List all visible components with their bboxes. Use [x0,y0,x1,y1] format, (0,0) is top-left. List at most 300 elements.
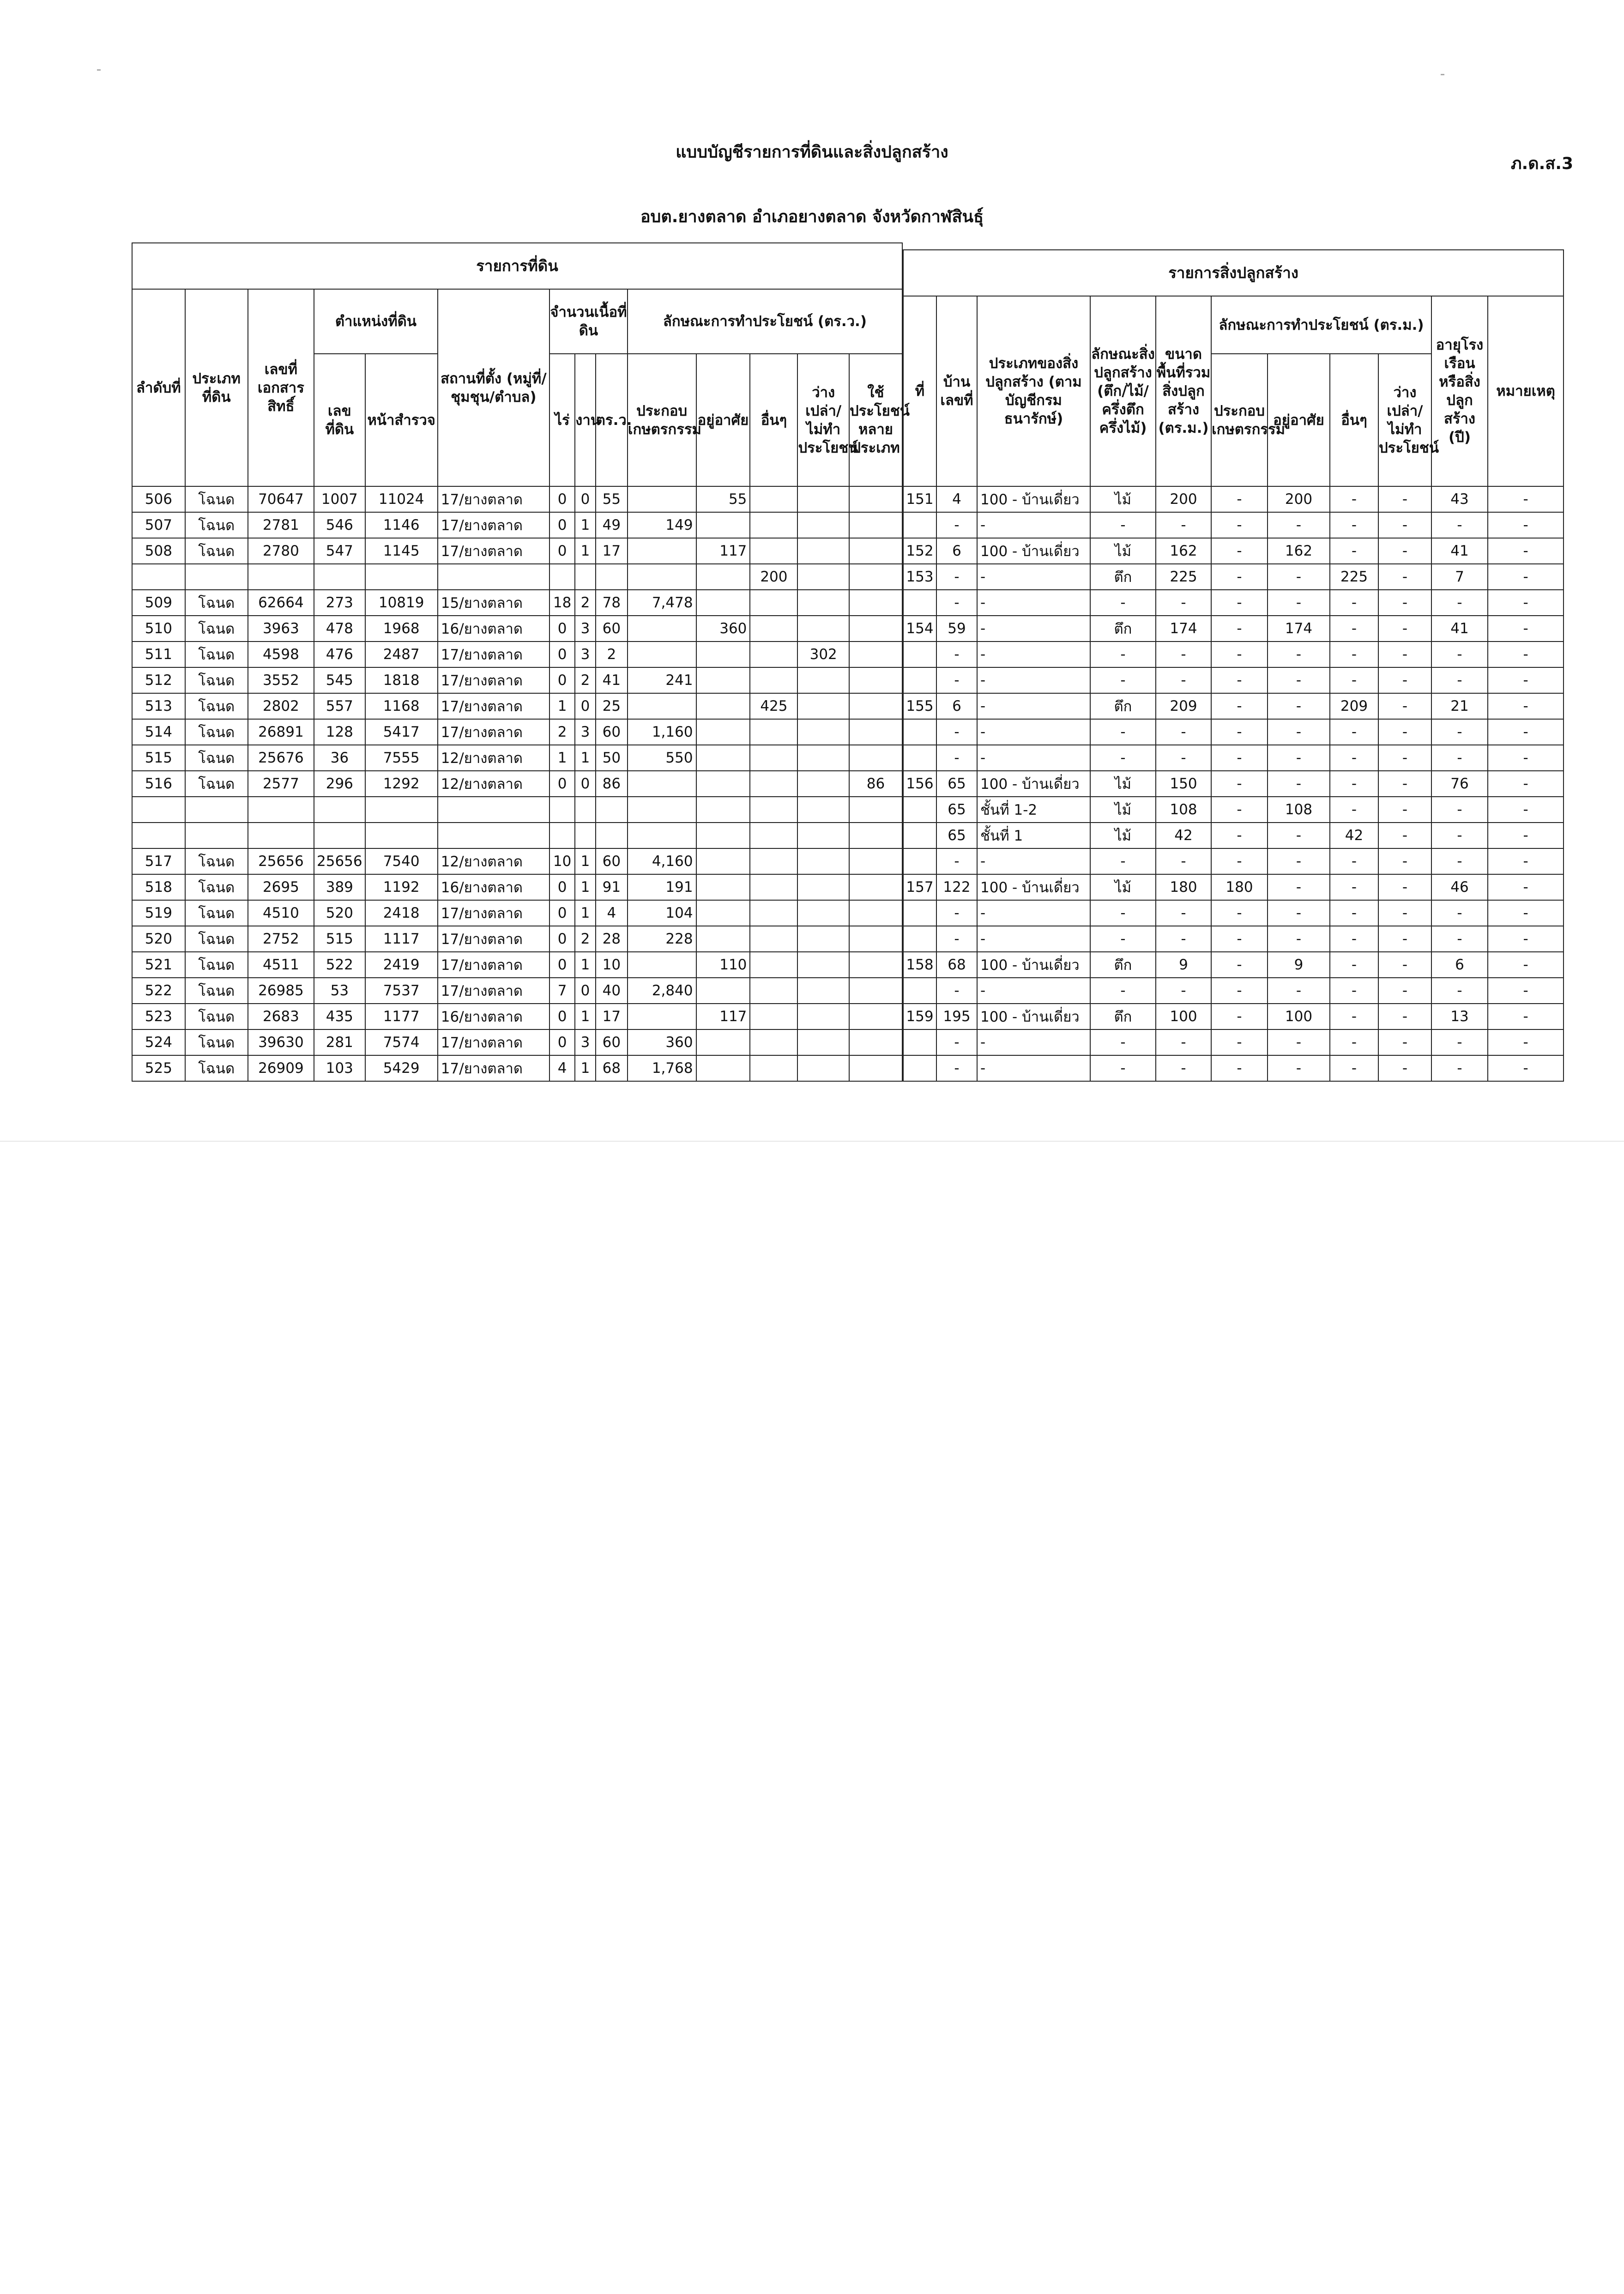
land-cell-vacant [797,745,849,771]
land-cell-vacant [797,1029,849,1055]
land-cell-wa: 60 [596,616,628,642]
building-cell-size: 225 [1156,564,1211,590]
building-cell-vacant: - [1378,667,1431,693]
building-cell-other: - [1330,900,1378,926]
building-cell-other: - [1330,978,1378,1004]
header-land-type: ประเภทที่ดิน [185,289,248,486]
building-cell-age: 21 [1431,693,1488,719]
land-cell-location: 17/ยางตลาด [438,667,549,693]
land-cell-other: 200 [750,564,797,590]
building-cell-no [903,590,936,616]
land-row [132,926,902,952]
land-cell-wa [596,823,628,848]
land-cell-ngan: 1 [575,952,596,978]
building-cell-size: - [1156,926,1211,952]
building-cell-vacant: - [1378,771,1431,797]
building-cell-type: 100 - บ้านเดี่ยว [977,874,1090,900]
building-cell-remark: - [1488,797,1564,823]
header-rai: ไร่ [549,354,575,486]
building-cell-agri: - [1211,745,1268,771]
land-cell-other [750,1055,797,1081]
building-cell-type: - [977,693,1090,719]
land-row [132,1055,902,1081]
building-cell-size: - [1156,1029,1211,1055]
land-cell-seq: 508 [132,538,185,564]
land-cell-seq: 520 [132,926,185,952]
building-cell-vacant: - [1378,952,1431,978]
land-row [132,745,902,771]
land-cell-location: 17/ยางตลาด [438,978,549,1004]
building-cell-no [903,848,936,874]
scan-speck [1441,74,1444,75]
land-cell-parcel-no: 25656 [314,848,365,874]
header-other: อื่นๆ [750,354,797,486]
land-row [132,642,902,667]
land-cell-wa: 60 [596,1029,628,1055]
building-cell-age: 7 [1431,564,1488,590]
land-cell-rai: 0 [549,667,575,693]
land-cell-land-type: โฉนด [185,486,248,512]
building-row [903,745,1564,771]
land-cell-doc-no: 3552 [248,667,314,693]
building-row [903,848,1564,874]
building-row [903,978,1564,1004]
land-row [132,823,902,848]
land-cell-survey-page: 1292 [365,771,438,797]
building-cell-size: - [1156,590,1211,616]
land-cell-wa: 17 [596,538,628,564]
land-cell-land-type: โฉนด [185,1029,248,1055]
building-cell-no: 156 [903,771,936,797]
header-building-type: ประเภทของสิ่งปลูกสร้าง (ตามบัญชีกรมธนารักษ์) [977,296,1090,486]
building-cell-resid: - [1268,667,1330,693]
building-cell-house-no: - [936,900,977,926]
land-cell-rai: 0 [549,486,575,512]
building-cell-agri: - [1211,1004,1268,1029]
header-resid: อยู่อาศัย [696,354,750,486]
building-cell-no: 158 [903,952,936,978]
land-cell-parcel-no [314,564,365,590]
building-cell-resid: - [1268,1055,1330,1081]
land-cell-parcel-no: 515 [314,926,365,952]
building-cell-vacant: - [1378,797,1431,823]
land-row [132,1004,902,1029]
building-cell-other: - [1330,1004,1378,1029]
land-cell-resid [696,797,750,823]
building-cell-age: - [1431,978,1488,1004]
building-cell-house-no: - [936,667,977,693]
land-cell-mixed [849,1055,902,1081]
land-cell-rai: 1 [549,745,575,771]
building-cell-remark: - [1488,616,1564,642]
land-cell-agri: 104 [628,900,696,926]
land-cell-resid [696,771,750,797]
building-row [903,900,1564,926]
building-cell-size: 209 [1156,693,1211,719]
land-cell-other [750,1004,797,1029]
land-cell-seq [132,823,185,848]
land-cell-location [438,823,549,848]
land-cell-doc-no: 70647 [248,486,314,512]
building-cell-remark: - [1488,667,1564,693]
building-cell-age: - [1431,642,1488,667]
land-cell-mixed [849,952,902,978]
header-building-age: อายุโรงเรือนหรือสิ่งปลูกสร้าง (ปี) [1431,296,1488,486]
land-cell-other [750,874,797,900]
header-wa: ตร.ว. [596,354,628,486]
building-cell-agri: - [1211,771,1268,797]
building-cell-nature: - [1090,590,1156,616]
form-code: ภ.ด.ส.3 [1510,154,1573,173]
land-cell-rai: 2 [549,719,575,745]
land-cell-survey-page: 5417 [365,719,438,745]
land-row [132,564,902,590]
land-cell-wa: 55 [596,486,628,512]
land-row [132,797,902,823]
building-cell-remark: - [1488,900,1564,926]
building-cell-agri: - [1211,642,1268,667]
land-cell-rai [549,797,575,823]
building-row [903,926,1564,952]
building-row [903,797,1564,823]
building-cell-remark: - [1488,1029,1564,1055]
land-cell-ngan: 3 [575,642,596,667]
header-building-no: ที่ [903,296,936,486]
land-cell-seq: 506 [132,486,185,512]
land-cell-land-type: โฉนด [185,590,248,616]
land-cell-agri [628,693,696,719]
building-cell-house-no: 65 [936,771,977,797]
land-cell-doc-no: 25656 [248,848,314,874]
building-cell-type: - [977,926,1090,952]
land-cell-doc-no [248,797,314,823]
land-cell-resid: 110 [696,952,750,978]
land-cell-land-type: โฉนด [185,693,248,719]
land-cell-ngan: 3 [575,719,596,745]
land-cell-mixed [849,590,902,616]
land-cell-location: 12/ยางตลาด [438,771,549,797]
land-cell-doc-no: 2781 [248,512,314,538]
building-cell-vacant: - [1378,1055,1431,1081]
building-cell-other: - [1330,926,1378,952]
building-row [903,564,1564,590]
land-cell-parcel-no: 281 [314,1029,365,1055]
land-cell-vacant [797,564,849,590]
land-cell-agri [628,797,696,823]
building-cell-age: - [1431,797,1488,823]
building-cell-nature: - [1090,900,1156,926]
land-cell-location: 17/ยางตลาด [438,538,549,564]
land-cell-other [750,978,797,1004]
building-cell-type: - [977,564,1090,590]
building-cell-age: 76 [1431,771,1488,797]
building-cell-other: - [1330,1029,1378,1055]
building-cell-other: - [1330,590,1378,616]
land-cell-rai: 0 [549,616,575,642]
land-cell-resid: 55 [696,486,750,512]
land-row [132,771,902,797]
land-cell-ngan: 0 [575,978,596,1004]
building-cell-other: - [1330,512,1378,538]
land-cell-mixed [849,512,902,538]
land-cell-parcel-no: 435 [314,1004,365,1029]
land-cell-survey-page: 2487 [365,642,438,667]
building-cell-resid: - [1268,512,1330,538]
building-cell-resid: - [1268,848,1330,874]
building-cell-remark: - [1488,823,1564,848]
building-cell-size: 9 [1156,952,1211,978]
land-cell-seq: 510 [132,616,185,642]
building-cell-house-no: - [936,564,977,590]
land-cell-wa: 68 [596,1055,628,1081]
building-cell-size: - [1156,667,1211,693]
land-cell-agri: 7,478 [628,590,696,616]
building-cell-age: - [1431,1029,1488,1055]
building-cell-remark: - [1488,745,1564,771]
land-cell-parcel-no: 522 [314,952,365,978]
land-cell-mixed [849,926,902,952]
land-cell-survey-page: 1168 [365,693,438,719]
land-cell-doc-no: 2577 [248,771,314,797]
land-cell-other [750,590,797,616]
land-cell-vacant [797,719,849,745]
land-cell-land-type [185,564,248,590]
building-row [903,719,1564,745]
land-cell-seq: 518 [132,874,185,900]
land-cell-doc-no: 3963 [248,616,314,642]
land-row [132,978,902,1004]
land-cell-ngan: 3 [575,616,596,642]
land-cell-other [750,667,797,693]
land-cell-parcel-no: 36 [314,745,365,771]
land-cell-location: 17/ยางตลาด [438,642,549,667]
land-cell-ngan [575,823,596,848]
building-cell-other: - [1330,719,1378,745]
building-cell-no [903,512,936,538]
land-cell-doc-no: 2752 [248,926,314,952]
building-cell-size: - [1156,1055,1211,1081]
land-cell-survey-page: 1146 [365,512,438,538]
land-cell-ngan [575,797,596,823]
building-cell-remark: - [1488,538,1564,564]
building-cell-no: 159 [903,1004,936,1029]
building-cell-other: - [1330,745,1378,771]
land-cell-vacant [797,952,849,978]
building-cell-resid: - [1268,642,1330,667]
land-cell-ngan: 0 [575,693,596,719]
building-cell-size: - [1156,848,1211,874]
land-cell-agri [628,952,696,978]
building-cell-type: - [977,590,1090,616]
land-cell-location: 16/ยางตลาด [438,1004,549,1029]
building-cell-type: - [977,719,1090,745]
land-cell-seq: 519 [132,900,185,926]
building-cell-age: 43 [1431,486,1488,512]
land-cell-resid [696,823,750,848]
land-cell-mixed [849,486,902,512]
building-row [903,512,1564,538]
building-cell-nature: - [1090,848,1156,874]
building-cell-nature: ไม้ [1090,797,1156,823]
building-cell-nature: ตึก [1090,952,1156,978]
land-cell-doc-no [248,564,314,590]
header-agri: ประกอบเกษตรกรรม [628,354,696,486]
building-cell-remark: - [1488,978,1564,1004]
land-cell-other [750,745,797,771]
land-cell-mixed [849,1004,902,1029]
land-cell-doc-no: 2780 [248,538,314,564]
building-cell-remark: - [1488,926,1564,952]
land-cell-ngan: 2 [575,590,596,616]
building-cell-age: - [1431,745,1488,771]
land-cell-other [750,926,797,952]
building-cell-no [903,719,936,745]
land-cell-seq [132,564,185,590]
building-cell-nature: - [1090,667,1156,693]
land-cell-doc-no: 2802 [248,693,314,719]
land-cell-land-type: โฉนด [185,616,248,642]
building-cell-vacant: - [1378,538,1431,564]
land-cell-wa: 86 [596,771,628,797]
land-cell-location: 17/ยางตลาด [438,1029,549,1055]
building-cell-resid: - [1268,900,1330,926]
building-cell-other: - [1330,848,1378,874]
building-cell-size: - [1156,900,1211,926]
land-row [132,616,902,642]
land-cell-doc-no: 4511 [248,952,314,978]
land-cell-wa: 4 [596,900,628,926]
land-cell-doc-no: 2683 [248,1004,314,1029]
land-cell-parcel-no: 389 [314,874,365,900]
land-cell-location: 17/ยางตลาด [438,900,549,926]
land-cell-land-type: โฉนด [185,667,248,693]
building-cell-house-no: 6 [936,693,977,719]
building-cell-size: 174 [1156,616,1211,642]
land-cell-survey-page [365,564,438,590]
land-cell-rai [549,823,575,848]
header-seq: ลำดับที่ [132,289,185,486]
building-cell-other: - [1330,616,1378,642]
land-cell-resid: 117 [696,1004,750,1029]
building-cell-remark: - [1488,1004,1564,1029]
land-cell-rai: 18 [549,590,575,616]
land-cell-agri: 360 [628,1029,696,1055]
building-row [903,538,1564,564]
land-cell-rai: 7 [549,978,575,1004]
land-cell-survey-page: 1117 [365,926,438,952]
building-cell-vacant: - [1378,590,1431,616]
land-cell-mixed [849,642,902,667]
building-cell-resid: - [1268,564,1330,590]
land-cell-doc-no: 26891 [248,719,314,745]
building-cell-no: 152 [903,538,936,564]
land-cell-parcel-no [314,797,365,823]
header-b-resid: อยู่อาศัย [1268,354,1330,486]
land-cell-doc-no: 25676 [248,745,314,771]
land-row [132,952,902,978]
land-cell-agri [628,642,696,667]
land-cell-vacant [797,616,849,642]
land-cell-parcel-no: 557 [314,693,365,719]
land-cell-doc-no: 26985 [248,978,314,1004]
building-cell-agri: - [1211,486,1268,512]
land-cell-agri [628,486,696,512]
building-cell-resid: 100 [1268,1004,1330,1029]
land-cell-land-type: โฉนด [185,538,248,564]
land-cell-mixed [849,848,902,874]
building-cell-vacant: - [1378,512,1431,538]
land-cell-wa: 50 [596,745,628,771]
land-cell-survey-page: 1818 [365,667,438,693]
building-cell-remark: - [1488,874,1564,900]
land-cell-land-type: โฉนด [185,926,248,952]
building-cell-agri: - [1211,952,1268,978]
land-cell-vacant [797,797,849,823]
land-cell-resid [696,719,750,745]
land-cell-ngan [575,564,596,590]
building-cell-age: - [1431,667,1488,693]
land-cell-land-type [185,823,248,848]
header-b-agri: ประกอบเกษตรกรรม [1211,354,1268,486]
building-cell-vacant: - [1378,848,1431,874]
building-cell-agri: - [1211,693,1268,719]
land-cell-vacant [797,538,849,564]
building-cell-vacant: - [1378,745,1431,771]
land-cell-doc-no: 62664 [248,590,314,616]
land-cell-resid [696,874,750,900]
building-cell-remark: - [1488,642,1564,667]
building-cell-no [903,642,936,667]
land-cell-ngan: 0 [575,486,596,512]
building-cell-remark: - [1488,590,1564,616]
land-cell-seq: 517 [132,848,185,874]
building-cell-agri: - [1211,823,1268,848]
land-cell-resid [696,564,750,590]
land-cell-seq: 507 [132,512,185,538]
building-cell-resid: - [1268,874,1330,900]
building-cell-agri: - [1211,1029,1268,1055]
land-cell-rai: 0 [549,642,575,667]
building-row [903,771,1564,797]
building-cell-house-no: 6 [936,538,977,564]
land-cell-other [750,797,797,823]
header-survey-page: หน้าสำรวจ [365,354,438,486]
building-row [903,1055,1564,1081]
land-cell-ngan: 2 [575,667,596,693]
land-cell-agri: 1,160 [628,719,696,745]
land-cell-wa: 2 [596,642,628,667]
land-cell-seq: 514 [132,719,185,745]
building-cell-type: ชั้นที่ 1-2 [977,797,1090,823]
land-cell-other [750,900,797,926]
land-cell-land-type: โฉนด [185,900,248,926]
land-cell-vacant: 302 [797,642,849,667]
land-cell-seq: 509 [132,590,185,616]
land-cell-resid [696,642,750,667]
land-cell-vacant [797,1004,849,1029]
building-cell-age: - [1431,719,1488,745]
land-cell-vacant [797,874,849,900]
header-house-no: บ้านเลขที่ [936,296,977,486]
header-doc-no: เลขที่เอกสารสิทธิ์ [248,289,314,486]
land-row [132,512,902,538]
land-cell-survey-page: 1177 [365,1004,438,1029]
header-b-other: อื่นๆ [1330,354,1378,486]
building-cell-type: - [977,1055,1090,1081]
building-cell-age: - [1431,1055,1488,1081]
building-row [903,642,1564,667]
building-cell-resid: - [1268,693,1330,719]
